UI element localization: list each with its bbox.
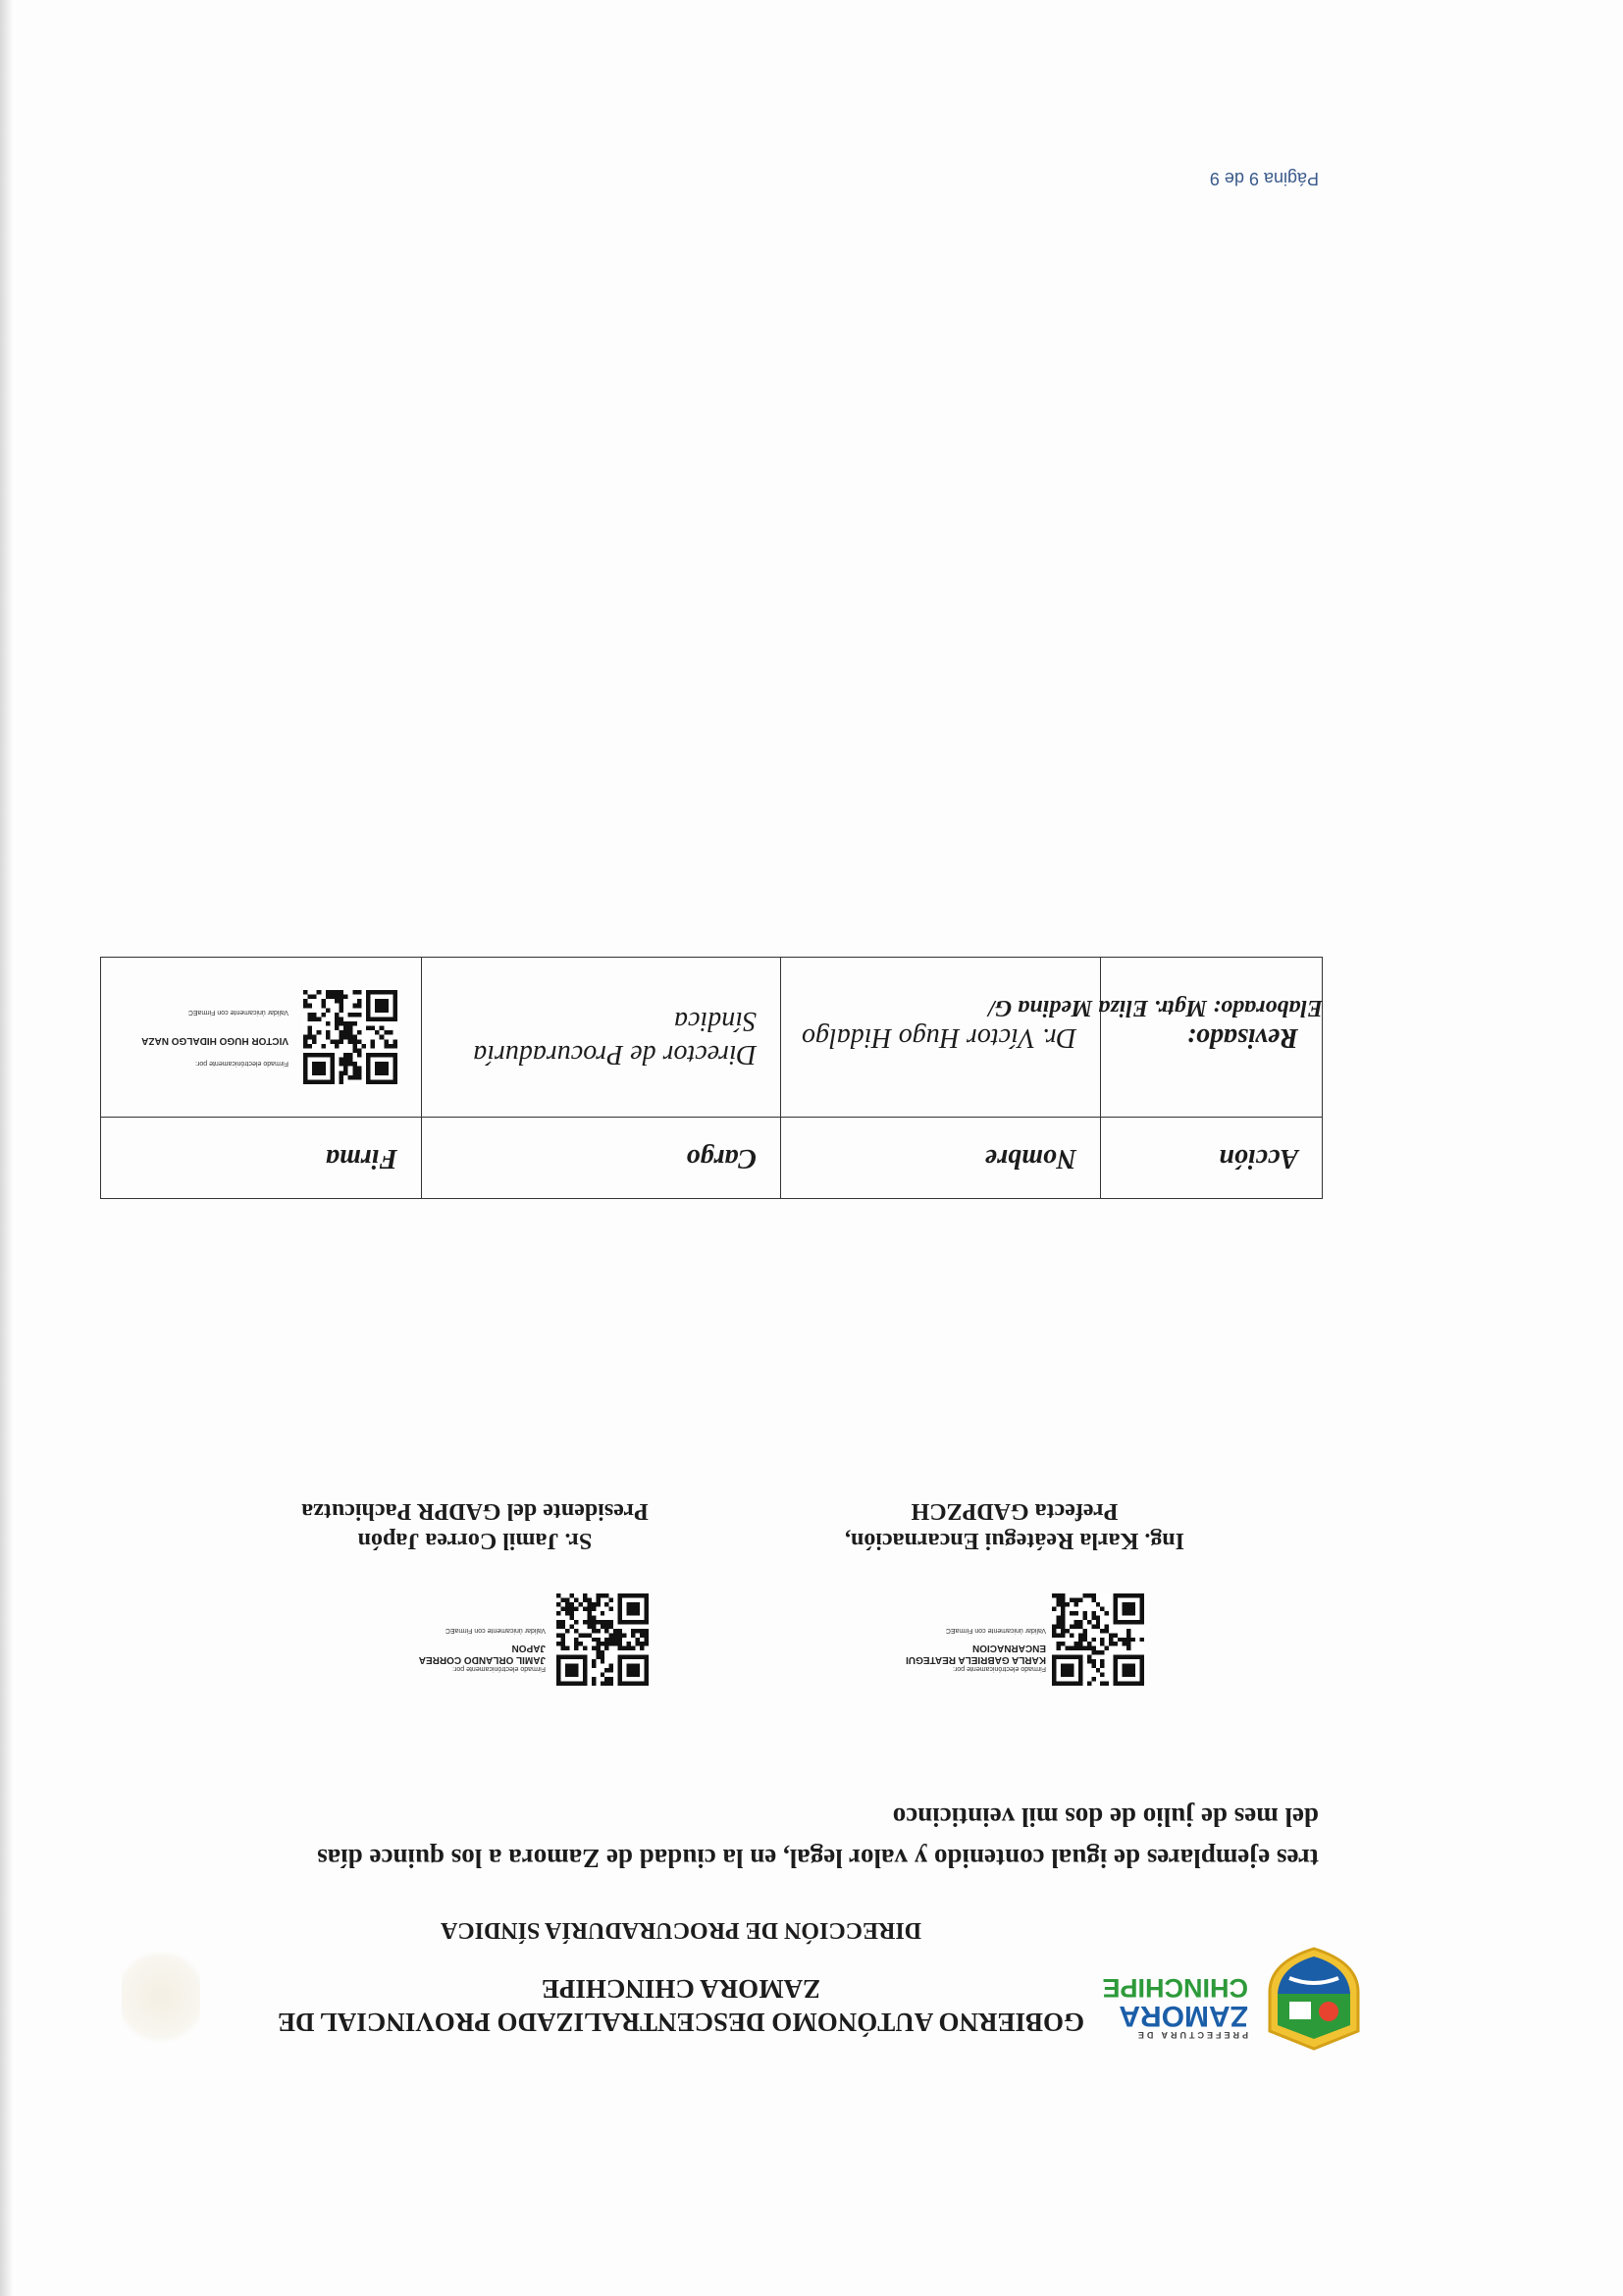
stamp-signer-name: JAMIL ORLANDO CORREA JAPON — [419, 1643, 546, 1665]
table-cell-name: Dr. Víctor Hugo Hidalgo — [781, 958, 1101, 1118]
logo-zamora-text: ZAMORA — [1119, 2000, 1248, 2032]
prepared-by-note: Elaborado: Mgtr. Eliza Medina G/ — [988, 995, 1323, 1020]
header-title-line2: ZAMORA CHINCHIPE — [541, 1974, 821, 2004]
signatory-name: Sr. Jamil Correa Japón — [357, 1528, 593, 1553]
signature-qr-code-karla — [1052, 1593, 1144, 1686]
logo-wordmark — [1102, 1973, 1248, 2040]
signature-stamp-victor — [122, 995, 288, 1079]
signature-stamp-karla — [889, 1627, 1046, 1672]
stamp-caption: Firmado electrónicamente por: — [953, 1665, 1046, 1672]
stamp-footer: Validar únicamente con FirmaEC — [445, 1627, 546, 1634]
logo-chinchipe-text: CHINCHIPE — [1102, 1973, 1248, 2003]
table-cell-signature — [101, 958, 422, 1118]
table-header-firma: Firma — [101, 1118, 422, 1199]
scan-edge-shadow — [0, 0, 14, 2296]
signature-qr-code-victor — [303, 990, 397, 1084]
signatory-title: Presidente del GADPR Pachicutza — [301, 1498, 649, 1524]
stamp-signer-name: VICTOR HUGO HIDALGO NAZA — [141, 1035, 288, 1046]
header-title-line1: GOBIERNO AUTÓNOMO DESCENTRALIZADO PROVINCIAL DE — [277, 2008, 1085, 2037]
table-header-nombre: Nombre — [781, 1118, 1101, 1199]
signature-qr-code-jamil — [556, 1593, 649, 1686]
header-title — [249, 1972, 1113, 2039]
logo-sup-text: PREFECTURA DE — [1134, 2030, 1248, 2040]
closing-line1: tres ejemplares de igual contenido y valor legal, en la ciudad de Zamora a los quince días — [317, 1844, 1319, 1873]
signatory-title: Prefecta GADPZCH — [911, 1498, 1119, 1524]
table-header-cargo: Cargo — [422, 1118, 781, 1199]
closing-paragraph — [288, 1797, 1319, 1879]
stamp-caption: Firmado electrónicamente por: — [452, 1665, 546, 1672]
signatory-name: Ing. Karla Reátegui Encarnación, — [845, 1528, 1184, 1553]
stamp-caption: Firmado electrónicamente por: — [195, 1060, 288, 1067]
signature-stamp-jamil — [389, 1627, 546, 1672]
stamp-footer: Validar únicamente con FirmaEC — [945, 1627, 1046, 1634]
stamp-signer-name: KARLA GABRIELA REATEGUI ENCARNACION — [906, 1643, 1046, 1665]
closing-line2: del mes de julio de dos mil veinticinco — [892, 1802, 1319, 1832]
bleed-through-seal — [122, 1943, 200, 2051]
page-number: Página 9 de 9 — [1209, 169, 1319, 188]
signatory-jamil — [269, 1496, 681, 1555]
prefecture-shield-logo — [1260, 1945, 1368, 2053]
table-header-row — [101, 1118, 1323, 1199]
table-header-accion: Acción — [1101, 1118, 1323, 1199]
stamp-footer: Validar únicamente con FirmaEC — [187, 1009, 288, 1016]
table-cell-position: Director de Procuraduría Síndica — [422, 958, 781, 1118]
table-cell-action: Revisado: — [1101, 958, 1323, 1118]
signatory-karla — [818, 1496, 1211, 1555]
table-row — [101, 958, 1323, 1118]
header-subtitle: DIRECCIÓN DE PROCURADURÍA SÍNDICA — [440, 1917, 922, 1943]
